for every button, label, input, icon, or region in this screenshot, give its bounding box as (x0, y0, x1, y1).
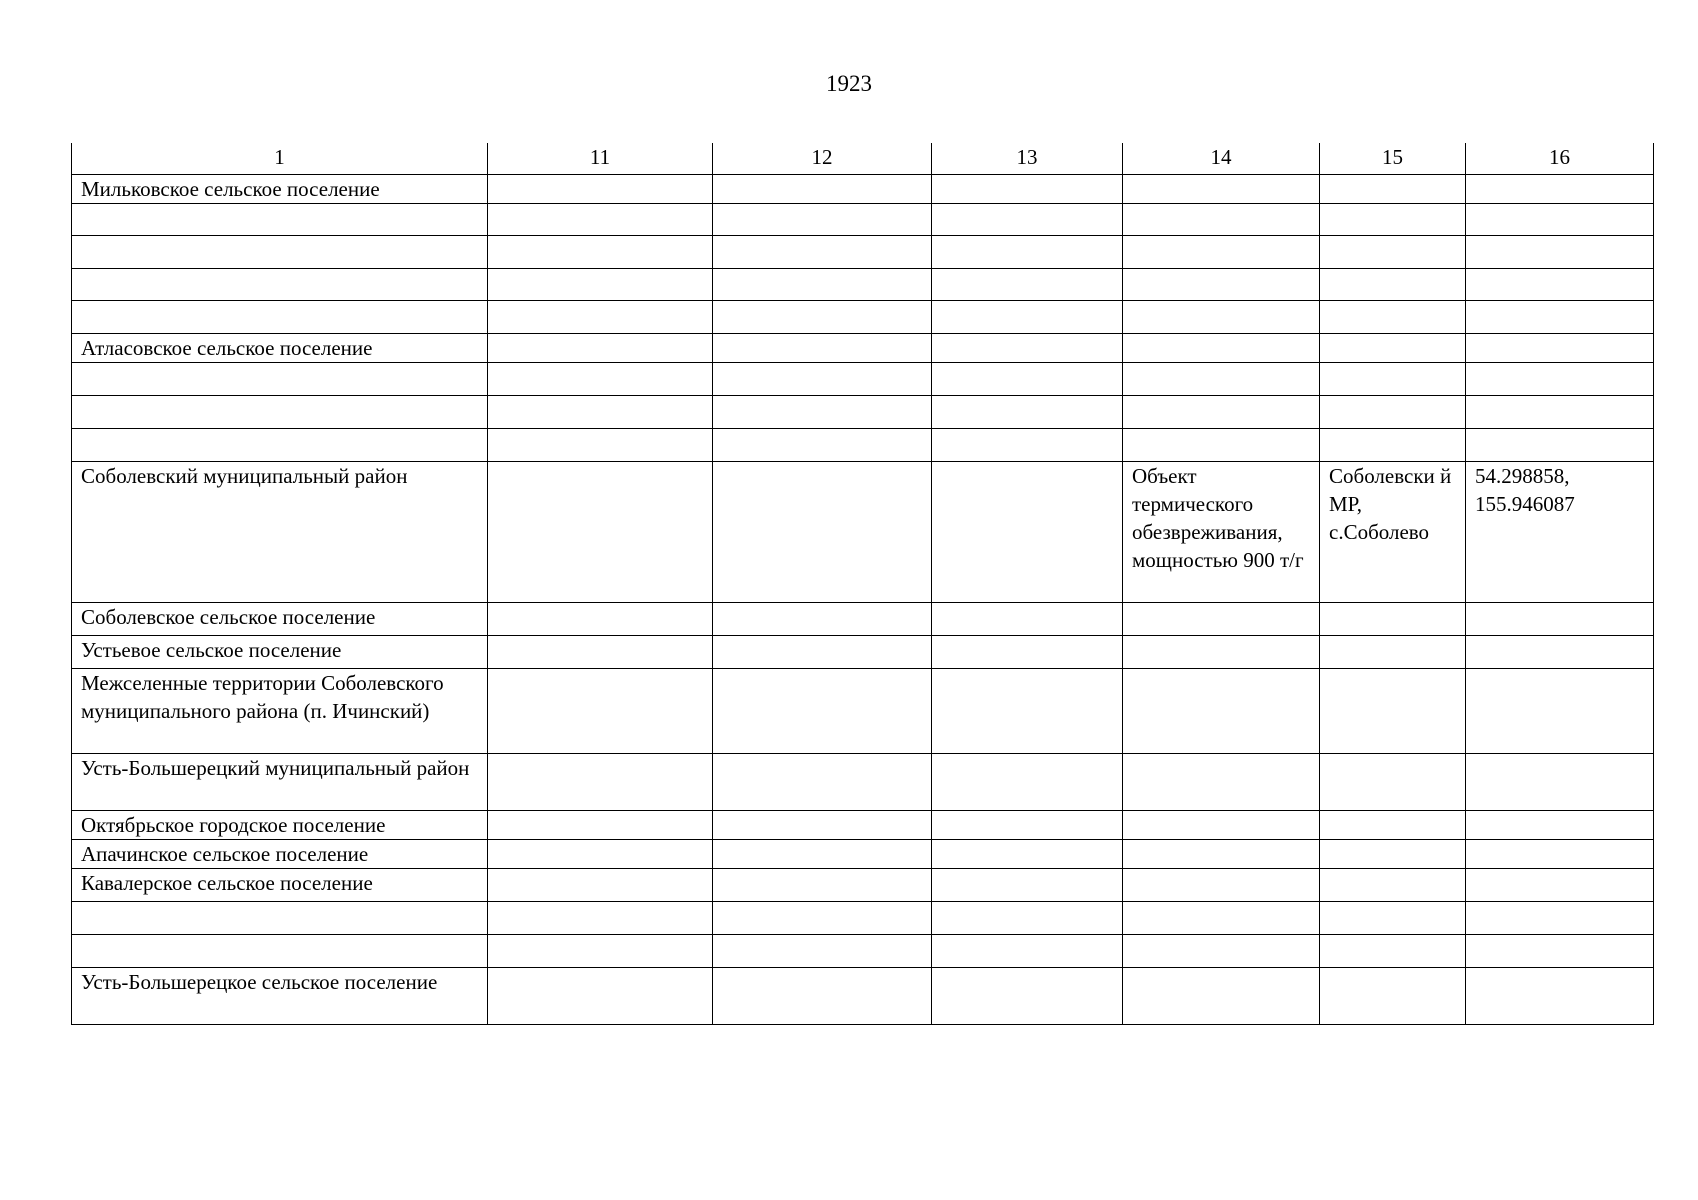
table-cell (1320, 869, 1466, 902)
row-label-cell: Соболевский муниципальный район (72, 462, 488, 603)
table-cell (488, 301, 713, 334)
table-cell (1123, 301, 1320, 334)
table-cell (488, 669, 713, 754)
table-cell (1466, 869, 1654, 902)
table-row (72, 363, 1654, 396)
table-cell (488, 204, 713, 236)
table-row (72, 236, 1654, 269)
table-cell (713, 269, 932, 301)
table-cell (488, 269, 713, 301)
table-cell (713, 811, 932, 840)
table-cell (932, 334, 1123, 363)
table-cell (932, 175, 1123, 204)
table-row (72, 754, 1654, 811)
row-label-cell (72, 269, 488, 301)
table-cell (1320, 902, 1466, 935)
table-cell (1123, 236, 1320, 269)
table-cell (1320, 175, 1466, 204)
table-row (72, 175, 1654, 204)
table-cell (1123, 754, 1320, 811)
table-cell: Объект термического обезвреживания, мощностью 900 т/г (1123, 462, 1320, 603)
table-cell (488, 236, 713, 269)
table-row (72, 204, 1654, 236)
table-cell (713, 363, 932, 396)
row-label-cell: Соболевское сельское поселение (72, 603, 488, 636)
table-cell (1320, 363, 1466, 396)
row-label-cell: Межселенные территории Соболевского муниципального района (п. Ичинский) (72, 669, 488, 754)
table-row (72, 301, 1654, 334)
table-cell (713, 902, 932, 935)
table-cell (1320, 669, 1466, 754)
table-cell (488, 968, 713, 1025)
table-cell (932, 236, 1123, 269)
table-cell (713, 204, 932, 236)
table-cell (1320, 334, 1466, 363)
row-label-cell (72, 935, 488, 968)
row-label-cell (72, 236, 488, 269)
table-cell (1320, 396, 1466, 429)
table-cell (1123, 968, 1320, 1025)
table-cell (932, 462, 1123, 603)
table-cell (932, 840, 1123, 869)
header-cell: 16 (1466, 143, 1654, 175)
table-cell (1320, 636, 1466, 669)
table-cell (1320, 603, 1466, 636)
table-cell (932, 754, 1123, 811)
table-cell (1320, 811, 1466, 840)
table-cell (932, 902, 1123, 935)
header-cell: 15 (1320, 143, 1466, 175)
table-cell (1320, 301, 1466, 334)
table-cell (713, 396, 932, 429)
table-cell (713, 754, 932, 811)
table-cell (488, 396, 713, 429)
table-cell (1123, 429, 1320, 462)
table-cell (1320, 840, 1466, 869)
table-row (72, 636, 1654, 669)
table-cell (1466, 754, 1654, 811)
table-cell (1466, 811, 1654, 840)
table-cell (1320, 754, 1466, 811)
table-cell (1123, 935, 1320, 968)
table-row (72, 396, 1654, 429)
table-row (72, 603, 1654, 636)
header-cell: 14 (1123, 143, 1320, 175)
table-cell (1466, 269, 1654, 301)
table-header (72, 143, 1654, 175)
table-cell (488, 462, 713, 603)
table-cell (1123, 811, 1320, 840)
header-cell: 11 (488, 143, 713, 175)
table-row (72, 269, 1654, 301)
table-cell (488, 363, 713, 396)
page-number: 1923 (826, 71, 872, 96)
table-row (72, 811, 1654, 840)
table-cell (713, 301, 932, 334)
table-cell (1123, 334, 1320, 363)
table-cell (713, 236, 932, 269)
header-cell: 12 (713, 143, 932, 175)
table-cell (488, 811, 713, 840)
row-label-cell (72, 204, 488, 236)
row-label-cell (72, 902, 488, 935)
table-cell (713, 968, 932, 1025)
table-cell (932, 396, 1123, 429)
row-label-cell (72, 363, 488, 396)
table-cell (488, 603, 713, 636)
table-cell (1123, 363, 1320, 396)
table-cell (1466, 902, 1654, 935)
table-cell (1466, 301, 1654, 334)
table-cell (1123, 636, 1320, 669)
table-cell (1466, 204, 1654, 236)
table-cell (1466, 334, 1654, 363)
table-cell (1123, 269, 1320, 301)
header-cell: 1 (72, 143, 488, 175)
table-cell (1466, 236, 1654, 269)
table-cell (932, 669, 1123, 754)
table-cell (1466, 429, 1654, 462)
table-row (72, 935, 1654, 968)
table-cell (713, 429, 932, 462)
table-row (72, 669, 1654, 754)
table-cell (1320, 204, 1466, 236)
table-cell (488, 636, 713, 669)
table-cell (488, 754, 713, 811)
table-cell (1466, 935, 1654, 968)
data-table (71, 143, 1654, 1025)
table-cell (1123, 175, 1320, 204)
table-cell (713, 636, 932, 669)
table-cell (1320, 429, 1466, 462)
row-label-cell: Устьевое сельское поселение (72, 636, 488, 669)
table-cell (932, 811, 1123, 840)
table-cell (1123, 396, 1320, 429)
table-cell (1466, 603, 1654, 636)
table-cell (1123, 840, 1320, 869)
table-cell (1123, 204, 1320, 236)
table-cell (932, 636, 1123, 669)
table-cell (1320, 968, 1466, 1025)
row-label-cell (72, 396, 488, 429)
table-row (72, 902, 1654, 935)
table-cell (713, 334, 932, 363)
table-cell (488, 902, 713, 935)
row-label-cell: Усть-Большерецкое сельское поселение (72, 968, 488, 1025)
table-cell (1466, 363, 1654, 396)
table-cell (932, 935, 1123, 968)
table-cell: 54.298858, 155.946087 (1466, 462, 1654, 603)
table-cell (1123, 902, 1320, 935)
table-cell (1466, 636, 1654, 669)
table-cell (1466, 175, 1654, 204)
table-body (72, 175, 1654, 1025)
table-cell (713, 603, 932, 636)
table-row (72, 869, 1654, 902)
table-cell (932, 269, 1123, 301)
table-cell (1466, 968, 1654, 1025)
table-cell (713, 175, 932, 204)
header-cell: 13 (932, 143, 1123, 175)
table-cell (1320, 236, 1466, 269)
table-cell (488, 429, 713, 462)
table-cell (1123, 603, 1320, 636)
table-cell (488, 840, 713, 869)
row-label-cell: Октябрьское городское поселение (72, 811, 488, 840)
table-cell (932, 363, 1123, 396)
table-cell (932, 603, 1123, 636)
table-row (72, 968, 1654, 1025)
table-row (72, 462, 1654, 603)
table-cell (488, 869, 713, 902)
header-row (72, 143, 1654, 175)
table-cell: Соболевски й МР, с.Соболево (1320, 462, 1466, 603)
table-cell (713, 669, 932, 754)
row-label-cell: Усть-Большерецкий муниципальный район (72, 754, 488, 811)
table-cell (488, 935, 713, 968)
table-cell (713, 935, 932, 968)
table-cell (713, 840, 932, 869)
table-cell (1466, 396, 1654, 429)
row-label-cell: Мильковское сельское поселение (72, 175, 488, 204)
row-label-cell: Кавалерское сельское поселение (72, 869, 488, 902)
table-cell (1123, 869, 1320, 902)
table-cell (488, 175, 713, 204)
table-cell (1466, 669, 1654, 754)
table-cell (1123, 669, 1320, 754)
row-label-cell (72, 429, 488, 462)
table-cell (488, 334, 713, 363)
table-row (72, 840, 1654, 869)
table-cell (1466, 840, 1654, 869)
table-cell (713, 869, 932, 902)
table-cell (932, 429, 1123, 462)
row-label-cell (72, 301, 488, 334)
table-cell (1320, 269, 1466, 301)
table-cell (932, 204, 1123, 236)
row-label-cell: Апачинское сельское поселение (72, 840, 488, 869)
table-cell (932, 968, 1123, 1025)
table-row (72, 334, 1654, 363)
table-cell (1320, 935, 1466, 968)
table-cell (932, 301, 1123, 334)
row-label-cell: Атласовское сельское поселение (72, 334, 488, 363)
table-cell (932, 869, 1123, 902)
table-cell (713, 462, 932, 603)
table-row (72, 429, 1654, 462)
